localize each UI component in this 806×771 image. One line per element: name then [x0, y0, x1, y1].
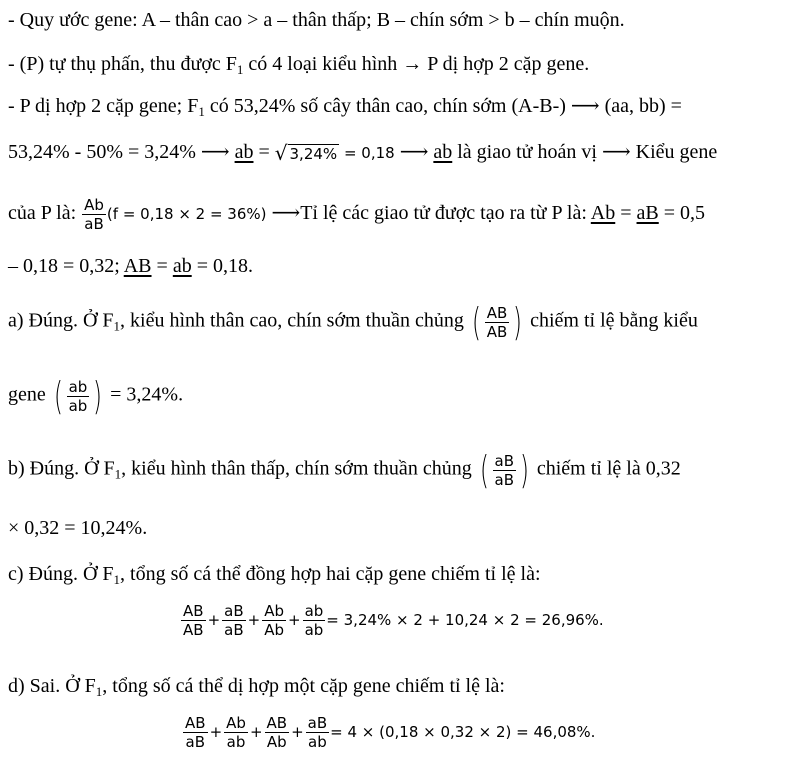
- answer-b-line1: b) Đúng. Ở $F_1$, kiểu hình thân thấp, chín sớm thuần chủng ( $\frac{aB}{aB}$ ) chiếm tỉ lệ là 0,32: [8, 448, 681, 492]
- genotype-fraction: $\frac{Ab}{aB}$: [84, 196, 104, 233]
- sqrt-expression: √ 3,24%: [274, 141, 338, 166]
- answer-d-equation: $\frac{AB}{aB}$ + $\frac{Ab}{ab}$ + $\frac{AB}{Ab}$ + $\frac{aB}{ab}$ = 4 × (0,18 × 0,32 × 2) = 46,08%.: [185, 714, 596, 751]
- answer-d-line1: d) Sai. Ở $F_1$, tổng số cá thể dị hợp một cặp gene chiếm tỉ lệ là:: [8, 675, 505, 699]
- answer-c-line1: c) Đúng. Ở $F_1$, tổng số cá thể đồng hợp hai cặp gene chiếm tỉ lệ là:: [8, 563, 541, 587]
- aabb-calc-line: 53,24% - 50% = 3,24% ⟶ ab = √ 3,24% = 0,18 ⟶ ab là giao tử hoán vị ⟶ Kiểu gene: [8, 141, 718, 166]
- answer-c-equation: $\frac{AB}{AB}$ + $\frac{aB}{aB}$ + $\frac{Ab}{Ab}$ + $\frac{ab}{ab}$ = 3,24% × 2 + 10,24 × 2 = 26,96%.: [183, 602, 604, 639]
- genotype-aB-aB: ( $\frac{aB}{aB}$ ): [479, 448, 529, 492]
- convention-line: - Quy ước gene: A – thân cao > a – thân thấp; B – chín sớm > b – chín muộn.: [8, 9, 625, 31]
- heterozygous-line: - P dị hợp 2 cặp gene; $F_1$ có 53,24% số cây thân cao, chín sớm (A-B-) ⟶ (aa, bb) =: [8, 95, 682, 119]
- parent-genotype-line: của P là: $\frac{Ab}{aB}$ (f = 0,18 × 2 = 36%) ⟶Tỉ lệ các giao tử được tạo ra từ P là: Ab = aB = 0,5: [8, 196, 706, 233]
- answer-a-line2: gene ( $\frac{ab}{ab}$ ) = 3,24%.: [8, 374, 184, 418]
- gamete-ratio-line: – 0,18 = 0,32; AB = ab = 0,18.: [8, 255, 253, 277]
- answer-a-line1: a) Đúng. Ở $F_1$, kiểu hình thân cao, chín sớm thuần chủng ( $\frac{AB}{AB}$ ) chiếm tỉ lệ bằng kiểu: [8, 300, 698, 344]
- genotype-ab-ab: ( $\frac{ab}{ab}$ ): [53, 374, 103, 418]
- genotype-AB-AB: ( $\frac{AB}{AB}$ ): [471, 300, 523, 344]
- answer-b-line2: × 0,32 = 10,24%.: [8, 517, 148, 539]
- selfing-line: - (P) tự thụ phấn, thu được $F_1$ có 4 loại kiểu hình → P dị hợp 2 cặp gene.: [8, 53, 590, 77]
